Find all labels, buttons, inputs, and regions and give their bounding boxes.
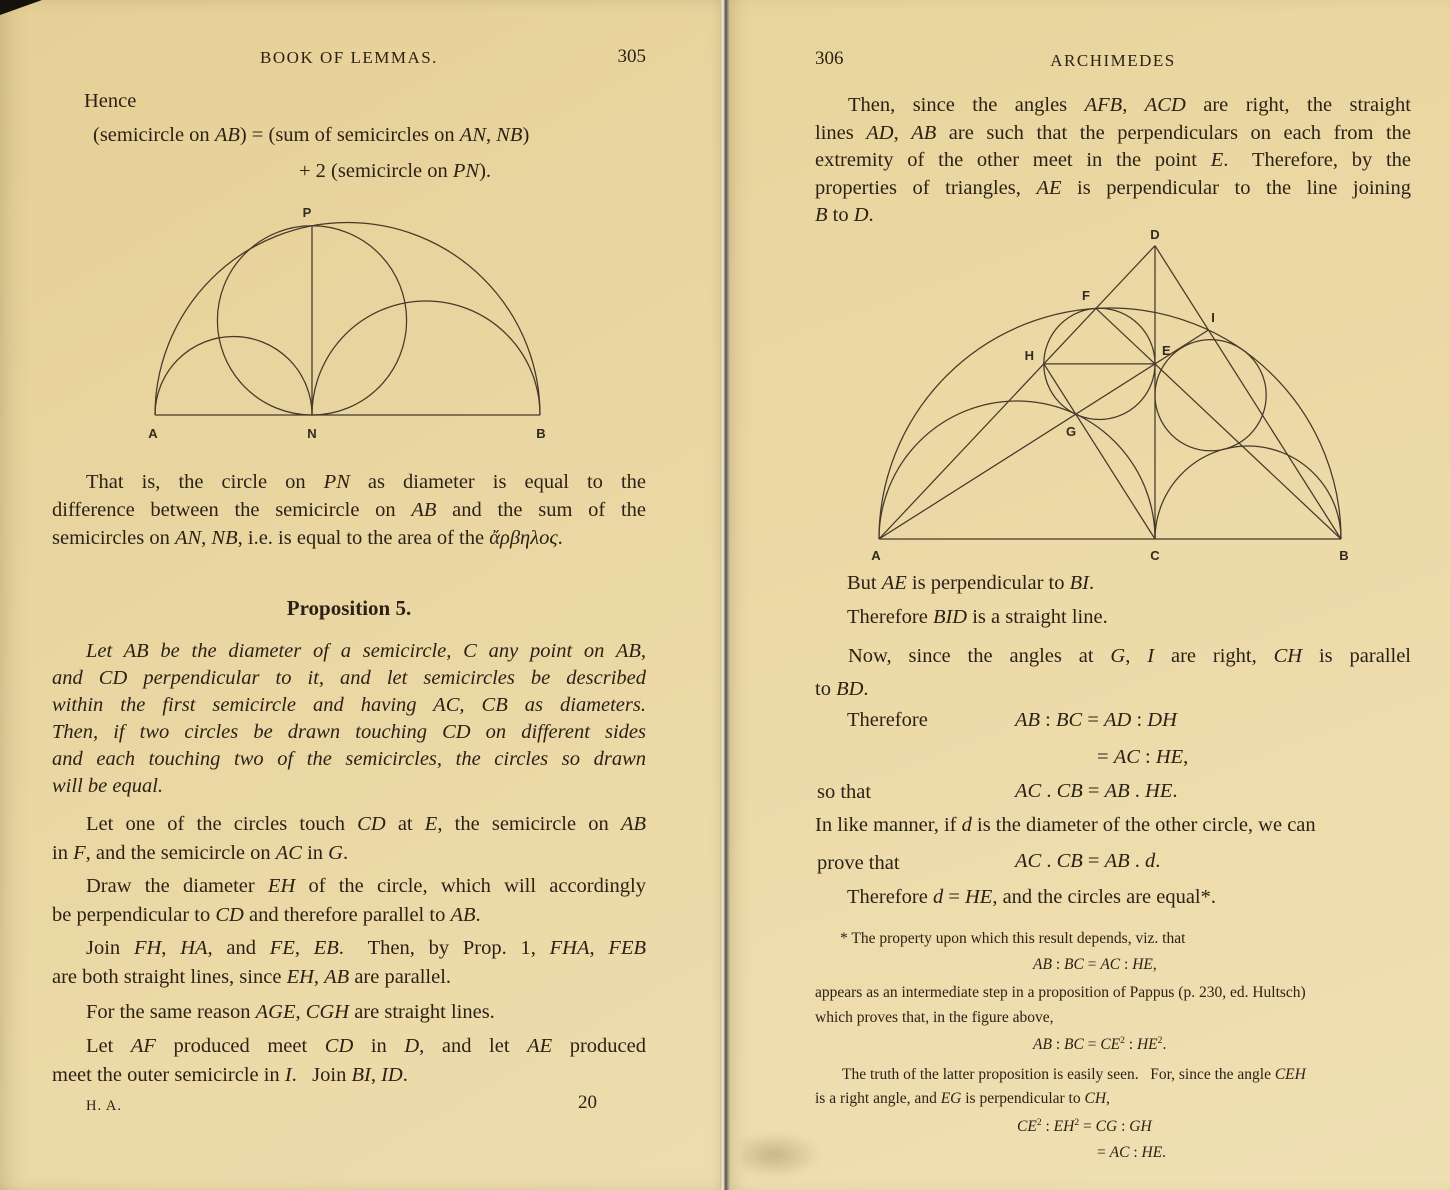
- para-same-reason: [52, 998, 646, 1027]
- text-line: properties of triangles, AE is perpendicular to the line joining: [815, 176, 1411, 199]
- scan-corner-artifact: [0, 0, 42, 15]
- text-line: extremity of the other meet in the point E. Therefore, by the: [815, 149, 1411, 171]
- equation-ac-he: = AC : HE,: [1097, 746, 1189, 768]
- page-306: [730, 0, 1450, 1190]
- footnote-line3: which proves that, in the figure above,: [815, 1009, 1054, 1026]
- line-therefore-d: Therefore d = HE, and the circles are equal*.: [847, 886, 1217, 908]
- text-line: within the first semicircle and having AC, CB as diameters.: [52, 694, 646, 716]
- label-prove-that: prove that: [817, 852, 900, 874]
- printer-signature: H. A.: [86, 1098, 123, 1114]
- text-line: be perpendicular to CD and therefore parallel to AB.: [52, 904, 481, 926]
- page-305: [0, 0, 722, 1190]
- proposition-heading: Proposition 5.: [286, 596, 412, 620]
- text-line: lines AD, AB are such that the perpendiculars on each from the: [815, 121, 1412, 144]
- equation-abbc-addh: AB : BC = AD : DH: [1015, 709, 1177, 731]
- word-hence: Hence: [84, 90, 137, 112]
- semicircle-NB: [312, 301, 540, 415]
- para-that-is: [52, 468, 646, 552]
- semicircle-AC: [879, 401, 1155, 539]
- text-line: Then, since the angles AFB, ACD are right, the straight: [848, 94, 1412, 116]
- para-draw: [52, 872, 646, 930]
- equation-semicircles-1: (semicircle on AB) = (sum of semicircles on AN, NB): [93, 124, 530, 146]
- label-D: D: [1150, 227, 1160, 242]
- label-P: P: [302, 205, 312, 220]
- text-line: in F, and the semicircle on AC in G.: [52, 842, 349, 864]
- label-H: H: [1024, 348, 1034, 363]
- text-line: Let AF produced meet CD in D, and let AE produced: [86, 1035, 646, 1057]
- page-number-305: 305: [617, 46, 646, 67]
- semicircle-AB: [155, 222, 540, 415]
- text-line: Let one of the circles touch CD at E, the semicircle on AB: [86, 813, 646, 835]
- label-A: A: [871, 548, 881, 563]
- label-E: E: [1162, 343, 1171, 358]
- text-line: Now, since the angles at G, I are right, CH is parallel: [848, 645, 1411, 667]
- equation-accb-abhe: AC . CB = AB . HE.: [1015, 780, 1178, 802]
- line-AHFD: [879, 246, 1155, 539]
- label-B: B: [1339, 548, 1349, 563]
- label-so-that: so that: [817, 781, 872, 803]
- equation-semicircles-2: + 2 (semicircle on PN).: [299, 160, 492, 182]
- text-line: For the same reason AGE, CGH are straight lines.: [86, 1001, 495, 1023]
- book-gutter: [720, 0, 730, 1190]
- sheet-number: 20: [578, 1092, 597, 1113]
- text-line: meet the outer semicircle in I. Join BI, ID.: [52, 1064, 408, 1086]
- text-line: and each touching two of the semicircles, the circles so drawn: [52, 748, 646, 770]
- footnote-line4: The truth of the latter proposition is easily seen. For, since the angle CEH: [842, 1066, 1306, 1083]
- label-therefore: Therefore: [847, 709, 928, 731]
- line-BID: [1155, 246, 1341, 539]
- label-F: F: [1082, 288, 1090, 303]
- line-CGH: [1044, 364, 1155, 539]
- running-title-left: BOOK OF LEMMAS.: [260, 48, 438, 67]
- figure-twin-circles: [855, 228, 1365, 573]
- footnote-eq2: AB : BC = $CE^2$ : $HE^2$.: [1033, 1034, 1167, 1053]
- footnote-eq1: AB : BC = AC : HE,: [1033, 956, 1157, 973]
- text-line: semicircles on AN, NB, i.e. is equal to the area of the ἄρβηλος.: [52, 527, 563, 549]
- para-let-one: [52, 810, 646, 868]
- footnote-line1: * The property upon which this result depends, viz. that: [840, 930, 1186, 947]
- text-line: and CD perpendicular to it, and let semicircles be described: [52, 667, 646, 689]
- label-N: N: [307, 426, 317, 441]
- label-A: A: [148, 426, 158, 441]
- page-number-306: 306: [815, 48, 844, 69]
- footnote-line2: appears as an intermediate step in a proposition of Pappus (p. 230, ed. Hultsch): [815, 984, 1306, 1001]
- footnote-line5: is a right angle, and EG is perpendicular to CH,: [815, 1090, 1110, 1107]
- figure-arbelos: [130, 195, 570, 453]
- para-let-af: [52, 1032, 646, 1090]
- para-join: [52, 934, 646, 992]
- line-in-like: In like manner, if d is the diameter of the other circle, we can: [815, 814, 1316, 836]
- text-line: are both straight lines, since EH, AB are parallel.: [52, 966, 452, 988]
- line-bid: Therefore BID is a straight line.: [847, 606, 1108, 628]
- text-line: Then, if two circles be drawn touching CD on different sides: [52, 721, 646, 743]
- para-now-since: [815, 640, 1411, 706]
- semicircle-AB: [879, 308, 1341, 539]
- equation-accb-abd: AC . CB = AB . d.: [1015, 850, 1161, 872]
- text-line: to BD.: [815, 678, 869, 700]
- line-but-ae: But AE is perpendicular to BI.: [847, 572, 1095, 594]
- para-then-since: [815, 92, 1411, 230]
- text-line: will be equal.: [52, 775, 164, 797]
- label-I: I: [1211, 310, 1215, 325]
- text-line: That is, the circle on PN as diameter is equal to the: [86, 471, 646, 493]
- para-enunciation: [52, 638, 646, 800]
- text-line: Let AB be the diameter of a semicircle, C any point on AB,: [86, 640, 646, 662]
- footnote-eq3: $CE^2$ : $EH^2$ = CG : GH: [1017, 1116, 1152, 1135]
- text-line: Join FH, HA, and FE, EB. Then, by Prop. 1, FHA, FEB: [86, 937, 646, 959]
- text-line: B to D.: [815, 204, 874, 226]
- label-C: C: [1150, 548, 1160, 563]
- text-line: difference between the semicircle on AB and the sum of the: [52, 499, 646, 521]
- semicircle-CB: [1155, 446, 1341, 539]
- running-title-right: ARCHIMEDES: [1050, 51, 1176, 70]
- label-B: B: [536, 426, 546, 441]
- footnote-eq4: = AC : HE.: [1097, 1144, 1167, 1161]
- semicircle-AN: [155, 337, 312, 416]
- text-line: Draw the diameter EH of the circle, which will accordingly: [86, 875, 647, 897]
- label-G: G: [1065, 424, 1077, 439]
- scan-smudge-artifact: [742, 1132, 822, 1178]
